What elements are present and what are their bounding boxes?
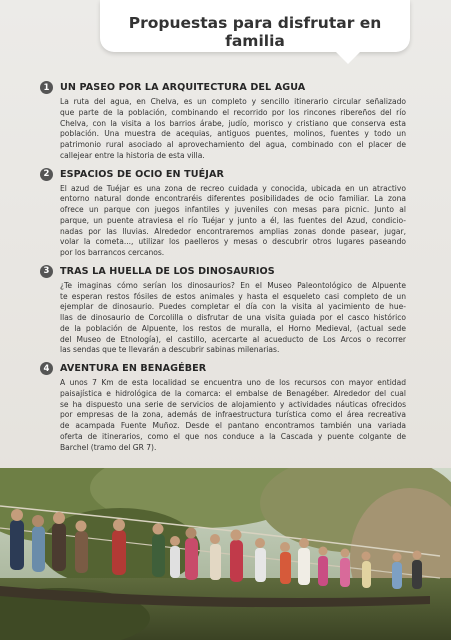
section-number-badge: 2 <box>40 168 53 181</box>
section-number-badge: 3 <box>40 265 53 278</box>
body-line: por los barrancos cercanos. <box>60 248 165 257</box>
body-line: entorno natural donde encontraréis diferentes posibilidades de ocio familiar. La zona <box>60 194 406 204</box>
section-title: TRAS LA HUELLA DE LOS DINOSAURIOS <box>60 265 275 277</box>
body-line: volar la cometa..., utilizar los paelleros y mesas o descubrir otros lugares paseando <box>60 237 406 247</box>
family-bridge-photo <box>0 468 451 640</box>
section-4 <box>40 361 406 453</box>
section-body <box>60 281 406 356</box>
speech-bubble-tail <box>336 52 360 64</box>
body-line: te esperan restos fósiles de estos animales y hasta el esqueleto casi completo de un <box>60 291 406 301</box>
section-3 <box>40 264 406 356</box>
body-line: nadas por las lluvias. Alrededor encontraremos amplias zonas donde pasear, jugar, <box>60 226 406 236</box>
body-line: Barchel (tramo del GR 7). <box>60 442 157 452</box>
body-line: que parte de la población, combinando el recorrido por los rincones ribereños del río <box>60 107 406 117</box>
body-line: paisajística e hidrológica de la comarca: el embalse de Benagéber. Alrededor del cual <box>60 388 406 398</box>
body-line: oferta de itinerarios, como el que nos conduce a la Cascada y puente colgante de <box>60 431 406 441</box>
body-line: llas de dinosaurio de Corcolilla o disfrutar de una visita guiada por el casco histórico <box>60 313 406 322</box>
body-line: de la población de Alpuente, los restos de muralla, el Horno Medieval, (actual sede <box>60 323 406 333</box>
body-line: se ha dispuesto una serie de servicios de alojamiento y actividades náuticas ofrecidos <box>60 399 406 409</box>
section-body <box>60 378 406 453</box>
body-line: por empresas de la zona, además de infraestructura turística como el área recreativa <box>60 410 406 420</box>
section-number-badge: 4 <box>40 362 53 375</box>
title-banner <box>100 0 410 52</box>
section-body <box>60 184 406 259</box>
body-line: patrimonio rural asociado al aprovechamiento del agua, combinado con el placer de <box>60 140 406 149</box>
section-1 <box>40 80 406 162</box>
section-title: ESPACIOS DE OCIO EN TUÉJAR <box>60 168 224 180</box>
section-heading <box>40 80 406 95</box>
body-line: Chelva, con la visita a los barrios árabe, judío, morisco y cristiano que conserva esta <box>60 118 406 128</box>
body-line: ejemplar de dinosaurio. Puedes completar el día con la visita al yacimiento de hue- <box>60 302 406 312</box>
body-line: población. Una muestra de acequias, antiguos puentes, molinos, fuentes y todo un <box>60 129 406 139</box>
section-number-badge: 1 <box>40 81 53 94</box>
body-line: callejear entre la historia de esta villa. <box>60 150 205 160</box>
body-line: A unos 7 Km de esta localidad se encuentra uno de los recursos con mayor entidad <box>60 378 406 387</box>
section-heading <box>40 264 406 279</box>
page-title: Propuestas para disfrutar en familia <box>128 14 382 50</box>
body-line: La ruta del agua, en Chelva, es un completo y sencillo itinerario circular señalizado <box>60 97 406 106</box>
body-line: las sendas que te llevarán a descubrir sabinas milenarias. <box>60 345 280 355</box>
section-2 <box>40 167 406 259</box>
body-line: de acampada Fuente Muñoz. Desde el pantano encontramos también una variada <box>60 421 406 430</box>
body-line: parque, un puente atraviesa el río Tuéjar y junto a él, las fuentes del Azud, condicio- <box>60 215 406 225</box>
photo-illustration <box>0 468 451 640</box>
section-title: AVENTURA EN BENAGÉBER <box>60 363 207 374</box>
section-heading <box>40 167 406 182</box>
body-line: del Museo de Etnología), el castillo, acercarte al acueducto de Los Arcos o recorrer <box>60 334 406 344</box>
sections-list <box>40 80 406 458</box>
section-title: UN PASEO POR LA ARQUITECTURA DEL AGUA <box>60 82 306 93</box>
body-line: ¿Te imaginas cómo serían los dinosaurios? En el Museo Paleontológico de Alpuente <box>60 280 406 290</box>
body-line: ofrece un parque con juegos infantiles y juveniles con mesas para picnic. Junto al <box>60 205 406 214</box>
section-heading <box>40 361 406 376</box>
body-line: El azud de Tuéjar es una zona de recreo cuidada y conocida, ubicada en un atractivo <box>60 183 406 193</box>
section-body <box>60 97 406 162</box>
